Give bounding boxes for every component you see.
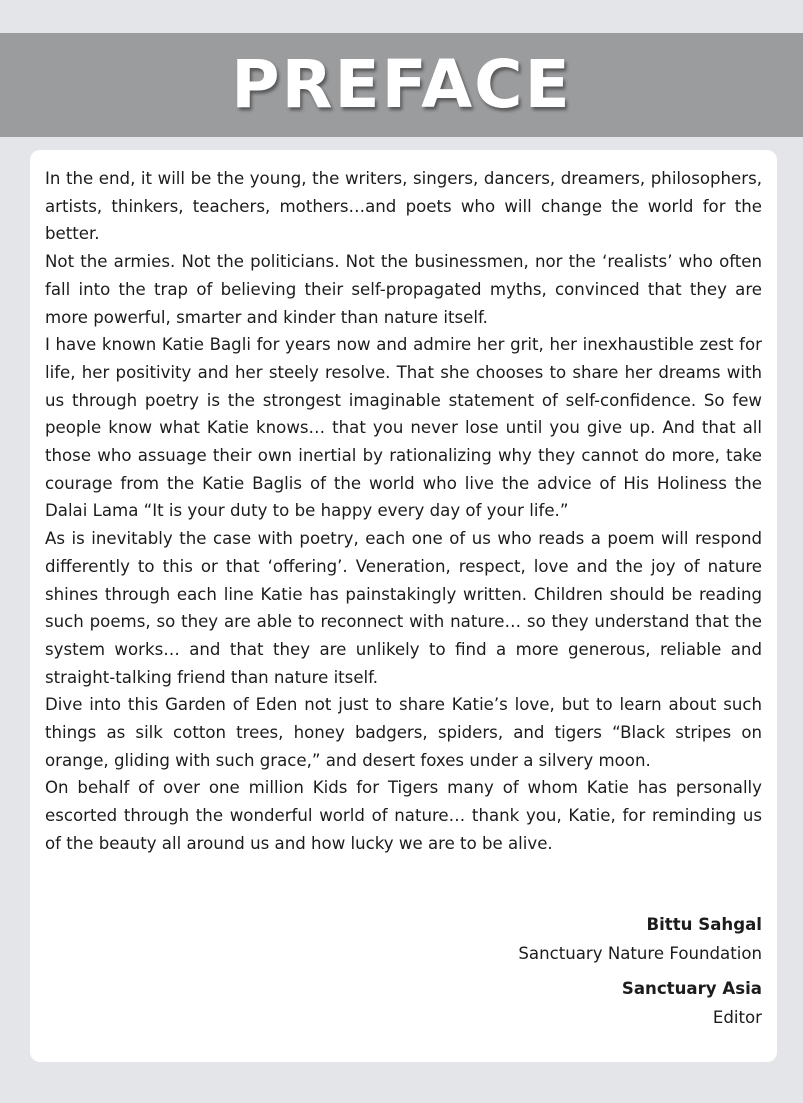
author-organization: Sanctuary Nature Foundation	[518, 944, 762, 963]
publication-name: Sanctuary Asia	[621, 979, 762, 998]
paragraph-6: On behalf of over one million Kids for Tigers many of whom Katie has personally escorted through the wonderful world of nature… thank you, Katie, for reminding us of the beauty all around us and how lucky we are to be alive.	[45, 778, 762, 853]
preface-body	[45, 165, 762, 858]
signature-block	[518, 910, 762, 1032]
title-banner	[0, 33, 803, 137]
page-title: PREFACE	[231, 46, 572, 123]
paragraph-5: Dive into this Garden of Eden not just to share Katie’s love, but to learn about such things as silk cotton trees, honey badgers, spiders, and tigers “Black stripes on orange, gliding with such grace,” and desert foxes under a silvery moon.	[45, 695, 762, 770]
paragraph-1: In the end, it will be the young, the writers, singers, dancers, dreamers, philosophers, artists, thinkers, teachers, mothers…and poets who will change the world for the better.	[45, 169, 762, 244]
author-name: Bittu Sahgal	[646, 915, 762, 934]
paragraph-3: I have known Katie Bagli for years now and admire her grit, her inexhaustible zest for life, her positivity and her steely resolve. That she chooses to share her dreams with us through poetry is the strongest imaginable statement of self-confidence. So few people know what Katie knows… that you never lose until you give up. And that all those who assuage their own inertial by rationalizing why they cannot do more, take courage from the Katie Baglis of the world who live the advice of His Holiness the Dalai Lama “It is your duty to be happy every day of your life.”	[45, 335, 762, 521]
paragraph-2: Not the armies. Not the politicians. Not the businessmen, nor the ‘realists’ who often fall into the trap of believing their self-propagated myths, convinced that they are more powerful, smarter and kinder than nature itself.	[45, 252, 762, 327]
author-role: Editor	[712, 1008, 762, 1027]
preface-card	[30, 150, 777, 1062]
paragraph-4: As is inevitably the case with poetry, each one of us who reads a poem will respond differently to this or that ‘offering’. Veneration, respect, love and the joy of nature shines through each line Katie has painstakingly written. Children should be reading such poems, so they are able to reconnect with nature… so they understand that the system works… and that they are unlikely to find a more generous, reliable and straight-talking friend than nature itself.	[45, 529, 762, 687]
